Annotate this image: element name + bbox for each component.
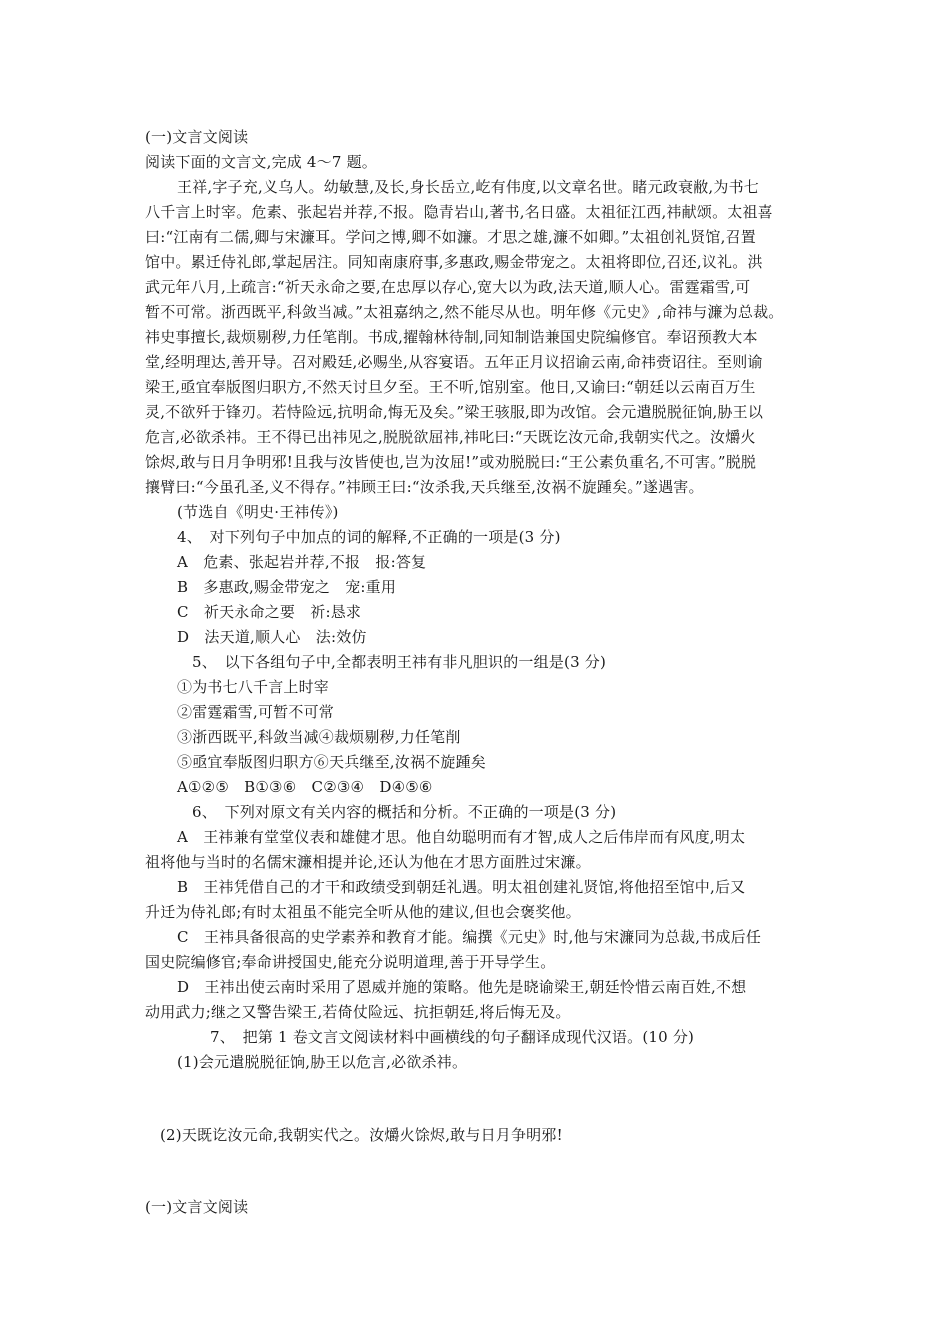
passage-line: 八千言上时宰。危素、张起岩并荐,不报。隐青岩山,著书,名日盛。太祖征江西,祎献颂。太祖喜 [145,203,773,221]
question-stem: 4、 对下列句子中加点的词的解释,不正确的一项是(3 分) [177,528,561,546]
option-b-cont: 升迁为侍礼郎;有时太祖虽不能完全听从他的建议,但也会褒奖他。 [145,903,581,921]
passage-line: 危言,必欲杀祎。王不得已出祎见之,脱脱欲屈祎,祎叱曰:“天既讫汝元命,我朝实代之。汝爝火 [145,428,756,446]
passage-line: 攘臂曰:“今虽孔圣,义不得存。”祎顾王曰:“汝杀我,天兵继至,汝祸不旋踵矣。”遂遇害。 [145,478,704,496]
instruction-text: 阅读下面的文言文,完成 4～7 题。 [145,153,377,171]
passage-line: 馆中。累迁侍礼郎,掌起居注。同知南康府事,多惠政,赐金带宠之。太祖将即位,召还,议礼。洪 [145,253,763,271]
option-b: B 王祎凭借自己的才干和政绩受到朝廷礼遇。明太祖创建礼贤馆,将他招至馆中,后又 [177,878,746,896]
list-item: ①为书七八千言上时宰 [177,678,330,696]
section-heading: (一)文言文阅读 [145,128,249,146]
passage-source: (节选自《明史·王祎传》) [177,503,339,521]
translation-part-1: (1)会元遣脱脱征饷,胁王以危言,必欲杀祎。 [177,1053,468,1071]
option-d: D 王祎出使云南时采用了恩威并施的策略。他先是晓谕梁王,朝廷怜惜云南百姓,不想 [177,978,747,996]
passage-line: 堂,经明理达,善开导。召对殿廷,必赐坐,从容宴语。五年正月议招谕云南,命祎赍诏往。至则谕 [145,353,763,371]
translation-part-2: (2)天既讫汝元命,我朝实代之。汝爝火馀烬,敢与日月争明邪! [160,1126,563,1144]
answer-choices: A①②⑤ B①③⑥ C②③④ D④⑤⑥ [177,778,433,796]
passage-line: 梁王,亟宜奉版图归职方,不然天讨旦夕至。王不听,馆别室。他日,又谕曰:“朝廷以云南百万生 [145,378,756,396]
option-c: C 王祎具备很高的史学素养和教育才能。编撰《元史》时,他与宋濂同为总裁,书成后任 [177,928,762,946]
option-a: A 王祎兼有堂堂仪表和雄健才思。他自幼聪明而有才智,成人之后伟岸而有风度,明太 [177,828,746,846]
question-stem: 5、 以下各组句子中,全都表明王祎有非凡胆识的一组是(3 分) [192,653,607,671]
list-item: ⑤亟宜奉版图归职方⑥天兵继至,汝祸不旋踵矣 [177,753,486,771]
option-c: C 祈天永命之要 祈:恳求 [177,603,362,621]
option-a-cont: 祖将他与当时的名儒宋濂相提并论,还认为他在才思方面胜过宋濂。 [145,853,591,871]
passage-line: 曰:“江南有二儒,卿与宋濂耳。学问之博,卿不如濂。才思之雄,濂不如卿。”太祖创礼贤馆,召置 [145,228,756,246]
option-d: D 法天道,顺人心 法:效仿 [177,628,367,646]
option-c-cont: 国史院编修官;奉命讲授国史,能充分说明道理,善于开导学生。 [145,953,556,971]
passage-line: 武元年八月,上疏言:“祈天永命之要,在忠厚以存心,宽大以为政,法天道,顺人心。雷霆霜雪,可 [145,278,751,296]
question-stem: 6、 下列对原文有关内容的概括和分析。不正确的一项是(3 分) [192,803,617,821]
option-a: A 危素、张起岩并荐,不报 报:答复 [177,553,427,571]
option-b: B 多惠政,赐金带宠之 宠:重用 [177,578,397,596]
passage-line: 王祥,字子充,义乌人。幼敏慧,及长,身长岳立,屹有伟度,以文章名世。睹元政衰敝,为书七 [177,178,759,196]
passage-line: 馀烬,敢与日月争明邪!且我与汝皆使也,岂为汝屈!”或劝脱脱曰:“王公素负重名,不可害。”脱脱 [145,453,757,471]
passage-line: 祎史事擅长,裁烦剔秽,力任笔削。书成,擢翰林待制,同知制诰兼国史院编修官。奉诏预教大本 [145,328,758,346]
list-item: ③浙西既平,科敛当减④裁烦剔秽,力任笔削 [177,728,461,746]
passage-line: 暂不可常。浙西既平,科敛当减。”太祖嘉纳之,然不能尽从也。明年修《元史》,命祎与濂为总裁。 [145,303,784,321]
passage-line: 灵,不欲歼于锋刃。若恃险远,抗明命,悔无及矣。”梁王骇服,即为改馆。会元遣脱脱征饷,胁王以 [145,403,764,421]
footer-heading: (一)文言文阅读 [145,1198,249,1216]
list-item: ②雷霆霜雪,可暂不可常 [177,703,334,721]
option-d-cont: 动用武力;继之又警告梁王,若倚仗险远、抗拒朝廷,将后悔无及。 [145,1003,571,1021]
question-stem: 7、 把第 1 卷文言文阅读材料中画横线的句子翻译成现代汉语。(10 分) [210,1028,695,1046]
